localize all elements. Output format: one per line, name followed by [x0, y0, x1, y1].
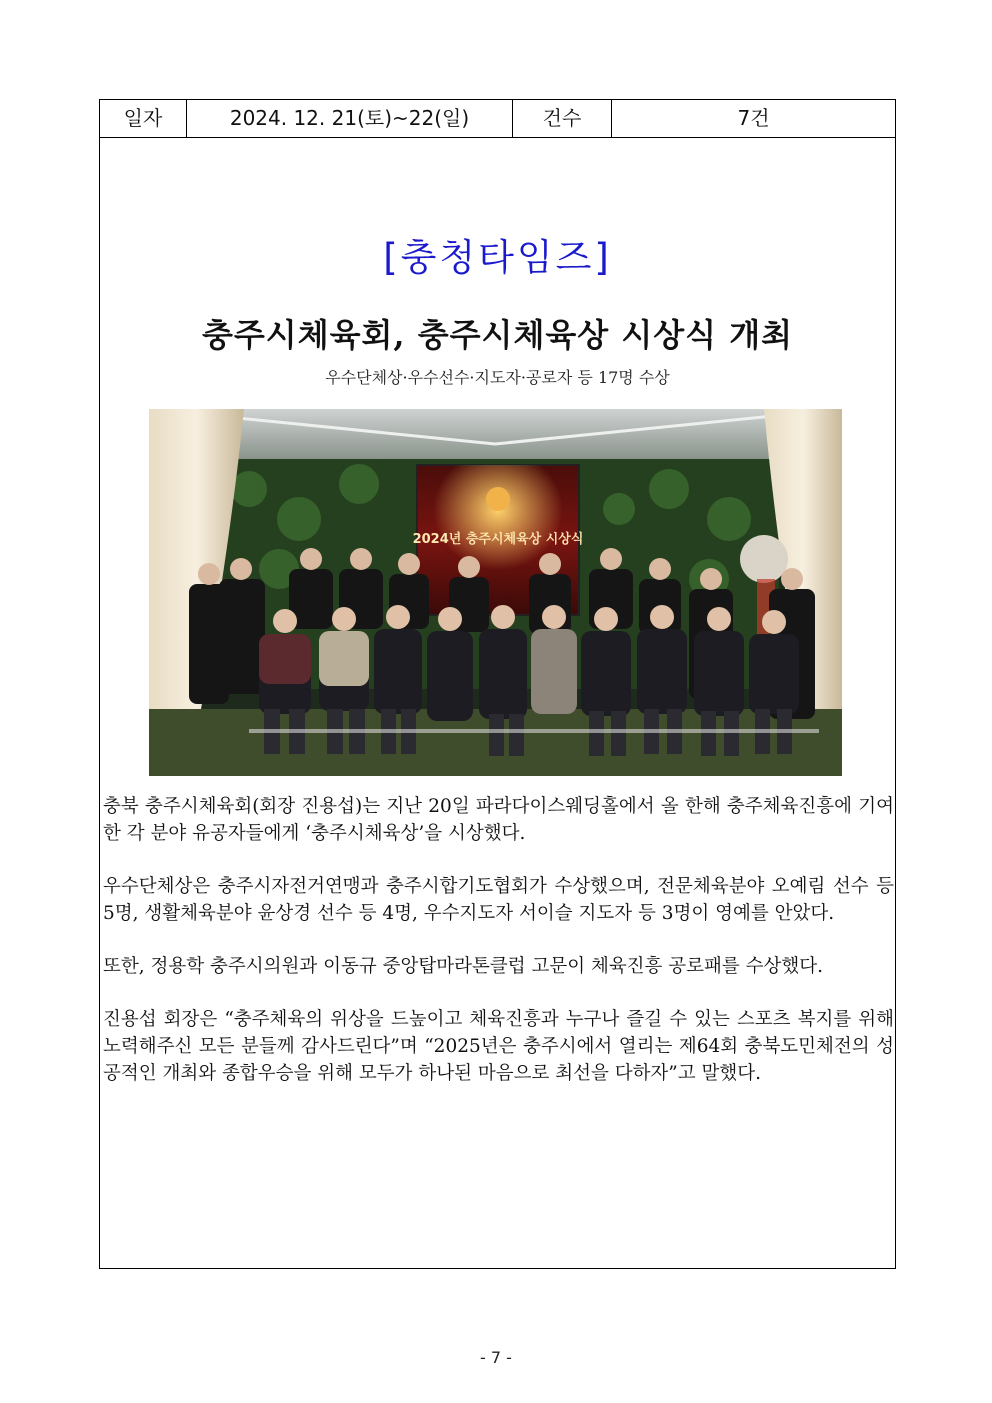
header-table	[100, 100, 895, 138]
article-paragraph-1: 충북 충주시체육회(회장 진용섭)는 지난 20일 파라다이스웨딩홀에서 올 한해 충주체육진흥에 기여한 각 분야 유공자들에게 ‘충주시체육상’을 시상했다.	[103, 796, 894, 844]
date-value: 2024. 12. 21(토)~22(일)	[187, 100, 513, 137]
count-value: 7건	[737, 106, 770, 130]
article-frame	[99, 99, 896, 1269]
page-number: - 7 -	[480, 1348, 512, 1367]
article-paragraph-4: 진용섭 회장은 “충주체육의 위상을 드높이고 체육진흥과 누구나 즐길 수 있는 스포츠 복지를 위해 노력해주신 모든 분들께 감사드린다”며 “2025년은 충주시에서 열리는 제64회 충북도민체전의 성공적인 개최와 종합우승을 위해 모두가 하나된 마음으로 최선을 다하자”고 말했다.	[103, 1009, 894, 1084]
count-label: 건수	[513, 100, 612, 137]
article-title: 충주시체육회, 충주시체육상 시상식 개최	[201, 316, 794, 354]
article-body	[103, 793, 894, 1113]
date-label: 일자	[100, 100, 187, 137]
article-paragraph-2: 우수단체상은 충주시자전거연맹과 충주시합기도협회가 수상했으며, 전문체육분야 오예림 선수 등 5명, 생활체육분야 윤상경 선수 등 4명, 우수지도자 서이슬 지도자 등 3명이 영예를 안았다.	[103, 876, 894, 924]
news-source: [충청타임즈]	[383, 236, 612, 279]
screen-banner-text: 2024년 충주시체육상 시상식	[412, 532, 584, 547]
article-photo	[149, 409, 842, 776]
article-subtitle: 우수단체상·우수선수·지도자·공로자 등 17명 수상	[325, 368, 670, 387]
article-paragraph-3: 또한, 정용학 충주시의원과 이동규 중앙탑마라톤클럽 고문이 체육진흥 공로패를 수상했다.	[103, 956, 824, 977]
